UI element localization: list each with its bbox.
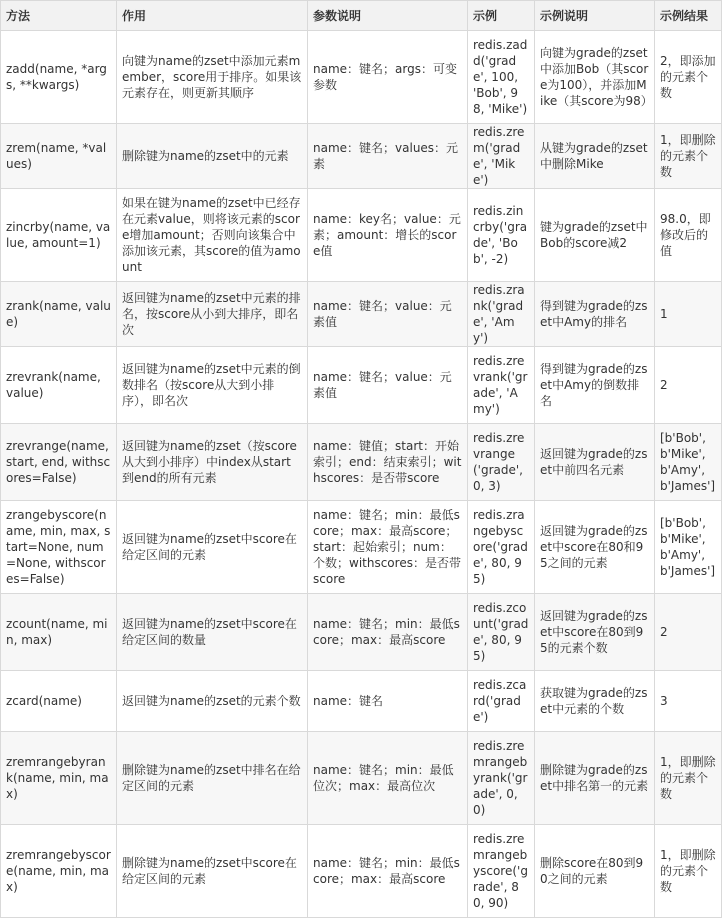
table-row <box>1 31 722 124</box>
cell-example-desc: 返回键为grade的zset中score在80和95之间的元素 <box>535 501 655 594</box>
cell-result: 1，即删除的元素个数 <box>655 124 722 189</box>
header-result: 示例结果 <box>655 1 722 31</box>
cell-example-desc: 获取键为grade的zset中元素的个数 <box>535 671 655 732</box>
cell-example: redis.zrevrange('grade', 0, 3) <box>468 424 535 501</box>
cell-purpose: 删除键为name的zset中的元素 <box>117 124 308 189</box>
cell-example-desc: 向键为grade的zset中添加Bob（其score为100），并添加Mike（其score为98） <box>535 31 655 124</box>
cell-method: zcount(name, min, max) <box>1 594 117 671</box>
cell-params: name：键名；min：最低score；max：最高score； start：起始索引；num：个数；withscores：是否带score <box>308 501 468 594</box>
cell-example-desc: 删除键为grade的zset中排名第一的元素 <box>535 732 655 825</box>
cell-method: zrem(name, *values) <box>1 124 117 189</box>
cell-purpose: 向键为name的zset中添加元素member，score用于排序。如果该元素存在，则更新其顺序 <box>117 31 308 124</box>
cell-params: name：键名 <box>308 671 468 732</box>
table-row <box>1 594 722 671</box>
cell-example-desc: 返回键为grade的zset中前四名元素 <box>535 424 655 501</box>
cell-params: name：键名；args：可变参数 <box>308 31 468 124</box>
cell-params: name：key名；value：元素；amount：增长的score值 <box>308 189 468 282</box>
cell-example: redis.zrangebyscore('grade', 80, 95) <box>468 501 535 594</box>
cell-method: zcard(name) <box>1 671 117 732</box>
table-row <box>1 347 722 424</box>
cell-example: redis.zremrangebyrank('grade', 0, 0) <box>468 732 535 825</box>
cell-purpose: 返回键为name的zset的元素个数 <box>117 671 308 732</box>
cell-purpose: 返回键为name的zset中score在给定区间的元素 <box>117 501 308 594</box>
cell-example-desc: 从键为grade的zset中删除Mike <box>535 124 655 189</box>
table-row <box>1 124 722 189</box>
cell-example: redis.zcard('grade') <box>468 671 535 732</box>
header-example-desc: 示例说明 <box>535 1 655 31</box>
cell-result: 2 <box>655 594 722 671</box>
cell-example: redis.zcount('grade', 80, 95) <box>468 594 535 671</box>
table-row <box>1 671 722 732</box>
cell-method: zincrby(name, value, amount=1) <box>1 189 117 282</box>
cell-result: [b'Bob', b'Mike', b'Amy', b'James'] <box>655 501 722 594</box>
cell-example-desc: 得到键为grade的zset中Amy的倒数排名 <box>535 347 655 424</box>
cell-params: name：键名；value：元素值 <box>308 347 468 424</box>
table-row <box>1 282 722 347</box>
cell-purpose: 返回键为name的zset中元素的倒数排名（按score从大到小排序），即名次 <box>117 347 308 424</box>
cell-result: 1，即删除的元素个数 <box>655 732 722 825</box>
cell-result: 3 <box>655 671 722 732</box>
table-row <box>1 189 722 282</box>
cell-method: zrank(name, value) <box>1 282 117 347</box>
cell-example: redis.zrem('grade', 'Mike') <box>468 124 535 189</box>
cell-method: zadd(name, *args, **kwargs) <box>1 31 117 124</box>
header-example: 示例 <box>468 1 535 31</box>
cell-method: zrevrange(name, start, end, withscores=False) <box>1 424 117 501</box>
cell-params: name：键名；min：最低位次；max：最高位次 <box>308 732 468 825</box>
cell-purpose: 返回键为name的zset中score在给定区间的数量 <box>117 594 308 671</box>
cell-result: 1，即删除的元素个数 <box>655 825 722 918</box>
cell-params: name：键名；min：最低score；max：最高score <box>308 825 468 918</box>
cell-example-desc: 返回键为grade的zset中score在80到95的元素个数 <box>535 594 655 671</box>
cell-result: 2 <box>655 347 722 424</box>
cell-method: zremrangebyscore(name, min, max) <box>1 825 117 918</box>
cell-example: redis.zrevrank('grade', 'Amy') <box>468 347 535 424</box>
cell-example-desc: 删除score在80到90之间的元素 <box>535 825 655 918</box>
header-params: 参数说明 <box>308 1 468 31</box>
cell-example-desc: 得到键为grade的zset中Amy的排名 <box>535 282 655 347</box>
cell-purpose: 如果在键为name的zset中已经存在元素value，则将该元素的score增加amount；否则向该集合中添加该元素，其score的值为amount <box>117 189 308 282</box>
cell-example: redis.zrank('grade', 'Amy') <box>468 282 535 347</box>
cell-result: 1 <box>655 282 722 347</box>
cell-params: name：键名；value：元素值 <box>308 282 468 347</box>
table-header-row <box>1 1 722 31</box>
cell-purpose: 删除键为name的zset中score在给定区间的元素 <box>117 825 308 918</box>
cell-result: [b'Bob', b'Mike', b'Amy', b'James'] <box>655 424 722 501</box>
cell-method: zremrangebyrank(name, min, max) <box>1 732 117 825</box>
cell-example: redis.zadd('grade', 100, 'Bob', 98, 'Mike') <box>468 31 535 124</box>
cell-result: 2，即添加的元素个数 <box>655 31 722 124</box>
table-row <box>1 825 722 918</box>
cell-params: name：键名；min：最低score；max：最高score <box>308 594 468 671</box>
header-method: 方法 <box>1 1 117 31</box>
table-row <box>1 501 722 594</box>
table-row <box>1 732 722 825</box>
cell-purpose: 返回键为name的zset（按score从大到小排序）中index从start到end的所有元素 <box>117 424 308 501</box>
cell-purpose: 删除键为name的zset中排名在给定区间的元素 <box>117 732 308 825</box>
cell-result: 98.0，即修改后的值 <box>655 189 722 282</box>
cell-params: name：键名；values：元素 <box>308 124 468 189</box>
cell-example: redis.zremrangebyscore('grade', 80, 90) <box>468 825 535 918</box>
cell-purpose: 返回键为name的zset中元素的排名，按score从小到大排序，即名次 <box>117 282 308 347</box>
cell-example-desc: 键为grade的zset中Bob的score减2 <box>535 189 655 282</box>
cell-method: zrangebyscore(name, min, max, start=None, num=None, withscores=False) <box>1 501 117 594</box>
cell-params: name：键值；start：开始索引；end：结束索引；withscores：是否带score <box>308 424 468 501</box>
header-purpose: 作用 <box>117 1 308 31</box>
table-row <box>1 424 722 501</box>
cell-method: zrevrank(name, value) <box>1 347 117 424</box>
cell-example: redis.zincrby('grade', 'Bob', -2) <box>468 189 535 282</box>
